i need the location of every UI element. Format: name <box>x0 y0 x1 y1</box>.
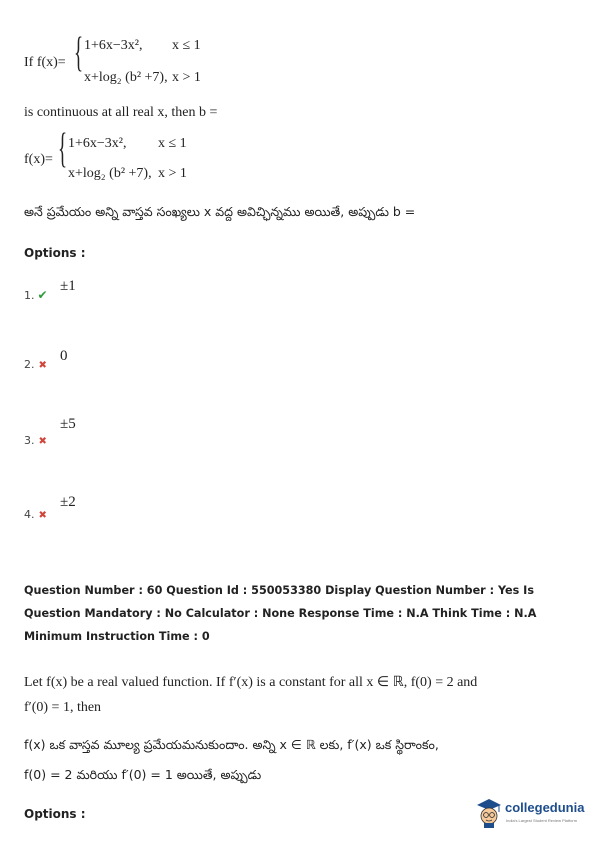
option-number: 1. <box>24 289 35 302</box>
question-meta: Question Number : 60 Question Id : 550053380 Display Question Number : Yes Is Question Mandatory : No Calculator : None Response Time : N.A Think Time : N.A Minimum Instruction Time : 0 <box>24 584 537 643</box>
piecewise-prefix: If f(x)= <box>24 55 66 70</box>
option-value: ±5 <box>60 416 76 432</box>
wrong-cross-icon: ✖ <box>38 510 47 521</box>
case1-condition-2: x ≤ 1 <box>158 136 187 151</box>
correct-check-icon: ✔ <box>37 288 48 302</box>
mascot-icon <box>474 796 504 828</box>
case2-condition-2: x > 1 <box>158 166 187 181</box>
next-question-line-2: f′(0) = 1, then <box>24 700 102 715</box>
options-heading: Options : <box>24 246 86 260</box>
question-line: is continuous at all real x, then b = <box>24 105 218 120</box>
case2-expression-2: x+log₂ (b² +7), <box>68 166 152 181</box>
telugu-question-line: అనే ప్రమేయం అన్ని వాస్తవ సంఖ్యలు x వద్ద అవిచ్ఛిన్నము అయితే, అప్పుడు b = <box>24 204 416 219</box>
wrong-cross-icon: ✖ <box>38 360 47 371</box>
option-value: ±1 <box>60 278 76 294</box>
option-number: 2. <box>24 358 35 371</box>
option-value: ±2 <box>60 494 76 510</box>
case2-expression: x+log₂ (b² +7), <box>84 70 168 85</box>
options-heading-2: Options : <box>24 807 86 821</box>
case2-condition: x > 1 <box>172 70 201 85</box>
wrong-cross-icon: ✖ <box>38 436 47 447</box>
case1-expression: 1+6x−3x², <box>84 38 143 53</box>
piecewise-brace: { <box>74 30 84 76</box>
case1-expression-2: 1+6x−3x², <box>68 136 127 151</box>
option-number: 3. <box>24 434 35 447</box>
next-telugu-line-2: f(0) = 2 మరియు f′(0) = 1 అయితే, అప్పుడు <box>24 767 262 782</box>
piecewise-prefix-2: f(x)= <box>24 152 53 167</box>
option-value: 0 <box>60 348 68 364</box>
next-question-line-1: Let f(x) be a real valued function. If f′(x) is a constant for all x ∈ ℝ, f(0) = 2 and <box>24 675 478 690</box>
collegedunia-logo <box>474 796 592 830</box>
piecewise-brace-2: { <box>58 126 68 172</box>
next-telugu-line-1: f(x) ఒక వాస్తవ మూల్య ప్రమేయమనుకుందాం. అన్ని x ∈ ℝ లకు, f′(x) ఒక స్థిరాంకం, <box>24 737 439 752</box>
logo-tagline: India's Largest Student Review Platform <box>506 818 578 823</box>
logo-name: collegedunia <box>505 800 585 815</box>
case1-condition: x ≤ 1 <box>172 38 201 53</box>
option-number: 4. <box>24 508 35 521</box>
